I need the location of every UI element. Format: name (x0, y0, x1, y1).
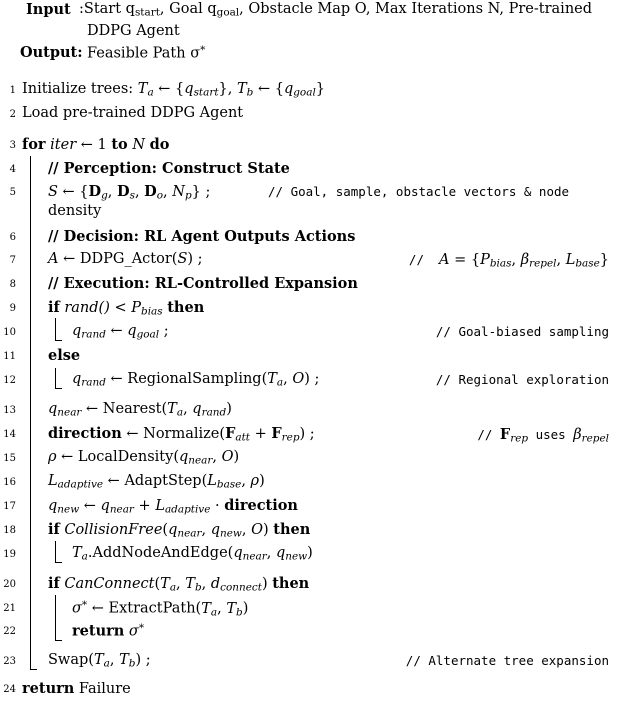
line-code: σ* ← $ExtractPath(T_a$, $T_b$) (72, 599, 249, 619)
line-number: 10 (3, 327, 16, 338)
algo-line-4 (0, 158, 625, 182)
line-code: $L_{adaptive}$ ← $AdaptStep(L_{base}$, ρ) (48, 473, 265, 491)
for-block-end (30, 669, 37, 670)
line-number: 9 (9, 303, 16, 314)
algo-line-12 (0, 369, 625, 393)
line-number: 2 (9, 109, 16, 120)
input-text: :Start $q_{start}$, Goal $q_{goal}$, Obstacle Map O, Max Iterations N, Pre-trained (79, 1, 593, 19)
input-text-cont: DDPG Agent (87, 23, 180, 39)
line-number: 19 (3, 549, 16, 560)
line-code: $q_{rand}$ ← $RegionalSampling(T_a$, O) ; (72, 371, 320, 389)
then-block-end (55, 340, 62, 341)
algo-line-14 (0, 423, 625, 447)
line-code: else (48, 347, 81, 364)
line-code: $q_{rand}$ ← $q_{goal}$ ; (72, 323, 169, 341)
line-code: $q_{near}$ ← $Nearest(T_a$, $q_{rand}$) (48, 401, 232, 419)
algo-line-5-cont (0, 201, 625, 225)
line-code: if $CanConnect(T_a$, $T_b$, $d_{connect}$) then (48, 575, 310, 594)
line-number: 15 (3, 453, 16, 464)
line-number: 12 (3, 375, 16, 386)
line-code: // Execution: RL-Controlled Expansion (48, 275, 358, 292)
for-block-rule (30, 156, 31, 670)
algo-line-10 (0, 321, 625, 345)
line-code: if $CollisionFree(q_{near}$, $q_{new}$, O) then (48, 521, 311, 540)
then-block-rule (55, 318, 56, 340)
line-code: $T_a.AddNodeAndEdge(q_{near}$, $q_{new}$) (72, 545, 313, 563)
line-number: 23 (3, 656, 16, 667)
algo-line-7 (0, 249, 625, 273)
algo-line-6 (0, 226, 625, 250)
output-text: Feasible Path σ* (87, 44, 206, 62)
connect-block-end (55, 640, 62, 641)
line-comment: // Regional exploration (435, 372, 609, 387)
algo-line-8 (0, 273, 625, 297)
algo-line-18 (0, 519, 625, 543)
line-comment: // Goal-biased sampling (435, 324, 609, 339)
line-number: 8 (9, 279, 16, 290)
else-block-end (55, 388, 62, 389)
line-code: direction ← $Normalize(F_{att} + F_{rep})$ ; (48, 425, 315, 444)
algo-line-20 (0, 573, 625, 597)
line-code: density (48, 203, 102, 219)
algo-line-17 (0, 495, 625, 519)
line-comment: // $A = \{P_{bias}$, $\beta_{repel}$, $L_{base}$} (408, 252, 609, 270)
line-code: for iter ← 1 to N do (22, 136, 170, 153)
algo-line-2 (0, 103, 625, 127)
line-number: 21 (3, 603, 16, 614)
line-number: 4 (9, 164, 16, 175)
algo-line-22 (0, 620, 625, 644)
line-comment: // Goal, sample, obstacle vectors & node (268, 184, 570, 199)
collision-block-end (55, 562, 62, 563)
line-number: 1 (9, 85, 16, 96)
line-code: // Decision: RL Agent Outputs Actions (48, 228, 356, 245)
line-number: 6 (9, 232, 16, 243)
line-number: 24 (3, 684, 16, 695)
line-code: A ← DDPG_Actor(S) ; (48, 251, 203, 267)
line-code: Load pre-trained DDPG Agent (22, 105, 244, 121)
algo-line-23 (0, 650, 625, 674)
line-number: 20 (3, 579, 16, 590)
input-label: Input (26, 1, 71, 18)
algo-line-9 (0, 297, 625, 321)
line-number: 18 (3, 525, 16, 536)
line-number: 22 (3, 626, 16, 637)
collision-block-rule (55, 541, 56, 562)
line-code: $q_{new}$ ← $q_{near} + L_{adaptive}$ · direction (48, 497, 298, 516)
output-label: Output: (20, 44, 83, 61)
line-number: 3 (9, 140, 16, 151)
line-code: return Failure (22, 680, 131, 697)
algo-line-1 (0, 79, 625, 103)
line-code: return σ* (72, 622, 145, 640)
line-code: Initialize trees: $T_a$ ← $\{q_{start}\}$, $T_b$ ← $\{q_{goal}\}$ (22, 81, 326, 99)
line-code: S ← {$D_g$, $D_s$, $D_o$, $N_p$} ; (48, 183, 211, 202)
line-number: 14 (3, 429, 16, 440)
connect-block-rule (55, 595, 56, 640)
line-comment: // $F_{rep}$ uses $\beta_{repel}$ (477, 426, 609, 445)
algo-line-13 (0, 399, 625, 423)
algo-line-21 (0, 597, 625, 621)
line-code: ρ ← $LocalDensity(q_{near}$, O) (48, 449, 240, 467)
line-code: // Perception: Construct State (48, 160, 290, 177)
line-comment: // Alternate tree expansion (405, 653, 609, 668)
line-code: if rand() < $P_{bias}$ then (48, 299, 205, 318)
algo-line-16 (0, 471, 625, 495)
line-number: 13 (3, 405, 16, 416)
else-block-rule (55, 368, 56, 388)
line-number: 7 (9, 255, 16, 266)
algo-line-24 (0, 678, 625, 702)
line-number: 17 (3, 501, 16, 512)
algo-line-15 (0, 447, 625, 471)
line-number: 5 (9, 187, 16, 198)
algo-line-11 (0, 345, 625, 369)
line-number: 11 (3, 351, 16, 362)
algo-line-19 (0, 543, 625, 567)
line-number: 16 (3, 477, 16, 488)
algo-line-3 (0, 134, 625, 158)
line-code: $Swap(T_a$, $T_b$) ; (48, 652, 151, 670)
